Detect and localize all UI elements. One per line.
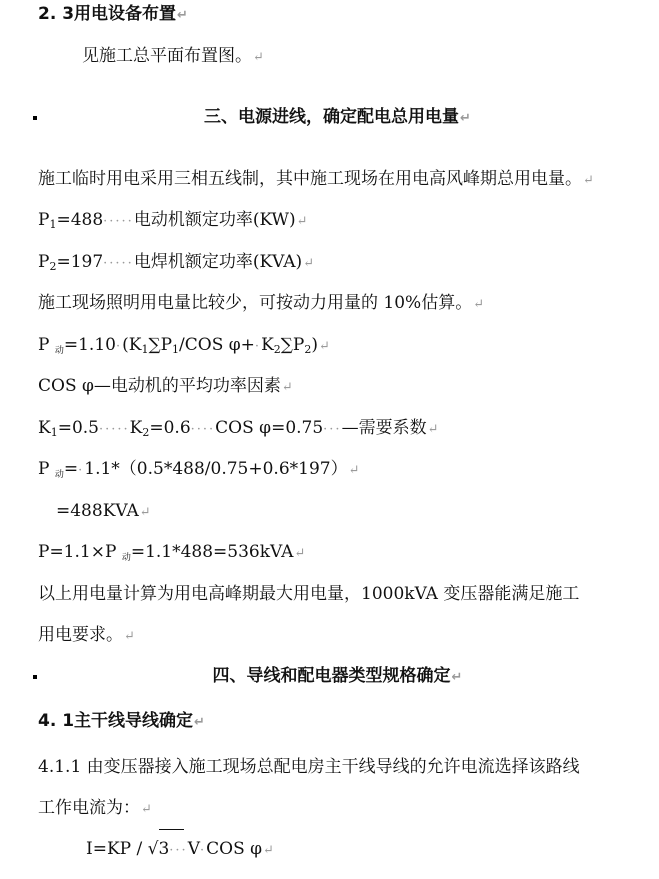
space-dot: · (199, 843, 207, 858)
p1-subscript: 1 (49, 218, 57, 231)
paragraph-mark-icon: ↵ (253, 50, 264, 65)
paragraph-mark-icon: ↵ (473, 297, 485, 312)
p2-subscript: 2 (304, 343, 312, 356)
p1-value: =488 (56, 210, 104, 230)
paragraph-lighting (38, 292, 484, 316)
current-formula-v: V (187, 839, 200, 859)
equals-sign: = (63, 459, 79, 479)
cos-value: COS φ=0.75 (215, 418, 324, 438)
paragraph-mark-icon: ↵ (427, 422, 439, 437)
formula-close: ) (311, 335, 318, 355)
formula-p2 (38, 251, 314, 278)
space-dot: · (78, 463, 85, 478)
p-dong-coefficient: =1.10 (63, 335, 116, 355)
p1-subscript: 1 (172, 343, 180, 356)
paragraph-mark-icon: ↵ (281, 380, 293, 395)
paragraph-mark-icon: ↵ (348, 463, 360, 478)
paragraph-summary-line2 (38, 624, 135, 648)
k2-subscript: 2 (273, 343, 281, 356)
formula-coefficients (38, 417, 438, 444)
paragraph-mark-icon: ↵ (141, 802, 152, 817)
formula-cos: /COS φ+ (179, 335, 255, 355)
p2-description: 电焊机额定功率(KVA) (133, 252, 303, 272)
three-phase-text: 施工临时用电采用三相五线制，其中施工现场在用电高风峰期总用电量。 (38, 169, 582, 189)
result-kva: =488KVA (56, 501, 139, 521)
section-4-1-1-text-2: 工作电流为： (38, 798, 140, 818)
p-dong-label: P (38, 459, 50, 479)
section-4-title: 四、导线和配电器类型规格确定 (212, 666, 451, 686)
space-dot: · (254, 339, 262, 354)
formula-current (86, 838, 274, 862)
space-dots: ··· (323, 422, 342, 437)
section-2-3-text: 见施工总平面布置图。 (82, 46, 252, 66)
paragraph-mark-icon: ↵ (451, 670, 463, 685)
formula-k1: (K (122, 335, 142, 355)
p-dong-subscript: 动 (54, 346, 64, 356)
paragraph-4-1-1-line2 (38, 797, 152, 821)
formula-k2: K (261, 335, 274, 355)
paragraph-mark-icon: ↵ (124, 629, 135, 644)
section-4-heading (8, 665, 659, 689)
total-p-label: P=1.1×P (38, 542, 117, 562)
section-2-3-heading (38, 3, 188, 27)
sqrt-overline (159, 829, 184, 830)
formula-sum-p2: ∑P (280, 335, 305, 355)
paragraph-mark-icon: ↵ (460, 111, 471, 126)
formula-p-dong (38, 334, 330, 362)
formula-total-p (38, 541, 305, 569)
p-dong-subscript: 动 (121, 553, 131, 563)
k1-subscript: 1 (50, 426, 58, 439)
lighting-text: 施工现场照明用电量比较少，可按动力用量的 10%估算。 (38, 293, 473, 313)
space-dot: · (115, 339, 123, 354)
paragraph-mark-icon: ↵ (303, 256, 315, 271)
paragraph-mark-icon: ↵ (194, 715, 205, 730)
space-dots: ····· (98, 422, 130, 437)
formula-sum-p1: ∑P (148, 335, 173, 355)
p-dong-subscript: 动 (54, 470, 64, 480)
summary-text-2: 用电要求。 (38, 625, 123, 645)
paragraph-mark-icon: ↵ (177, 8, 188, 23)
paragraph-mark-icon: ↵ (139, 505, 151, 520)
k1-subscript: 1 (141, 343, 149, 356)
p-dong-label: P (38, 335, 50, 355)
section-4-1-heading (38, 710, 205, 734)
section-4-1-1-text-1: 4.1.1 由变压器接入施工现场总配电房主干线导线的允许电流选择该路线 (38, 757, 580, 777)
p-dong-expression: 1.1*（0.5*488/0.75+0.6*197） (84, 459, 348, 479)
total-p-value: =1.1*488=536kVA (130, 542, 294, 562)
demand-description: —需要系数 (341, 418, 427, 438)
space-dots: ···· (190, 422, 216, 437)
p1-description: 电动机额定功率(KW) (133, 210, 296, 230)
cos-definition-text: COS φ—电动机的平均功率因素 (38, 376, 281, 396)
paragraph-three-phase (38, 168, 594, 192)
current-formula-cos: COS φ (206, 839, 263, 859)
formula-result-kva (56, 500, 151, 524)
section-4-1-title: 4. 1主干线导线确定 (38, 711, 194, 731)
formula-p-dong-calc (38, 458, 360, 486)
paragraph-cos-definition (38, 375, 293, 399)
current-formula-start: I=KP / √3 (86, 839, 170, 859)
k1-value: =0.5 (57, 418, 99, 438)
paragraph-mark-icon: ↵ (263, 843, 274, 858)
k1-label: K (38, 418, 51, 438)
paragraph-mark-icon: ↵ (294, 546, 306, 561)
formula-p1 (38, 209, 308, 236)
p1-label: P (38, 210, 50, 230)
paragraph-mark-icon: ↵ (296, 214, 308, 229)
section-3-heading (8, 106, 659, 130)
k2-subscript: 2 (142, 426, 150, 439)
p2-subscript: 2 (49, 260, 57, 273)
paragraph-mark-icon: ↵ (583, 173, 594, 188)
space-dots: ····· (103, 214, 134, 229)
space-dots: ··· (169, 843, 188, 858)
p2-label: P (38, 252, 50, 272)
p2-value: =197 (56, 252, 104, 272)
k2-label: K (129, 418, 143, 438)
paragraph-summary-line1 (38, 583, 579, 605)
section-2-3-body (82, 45, 264, 69)
paragraph-4-1-1-line1 (38, 756, 580, 778)
summary-text-1: 以上用电量计算为用电高峰期最大用电量，1000kVA 变压器能满足施工 (38, 584, 580, 604)
section-3-title: 三、电源进线，确定配电总用电量 (204, 107, 460, 127)
space-dots: ····· (103, 256, 134, 271)
paragraph-mark-icon: ↵ (318, 339, 330, 354)
section-2-3-title: 2. 3用电设备布置 (38, 4, 177, 24)
k2-value: =0.6 (149, 418, 191, 438)
